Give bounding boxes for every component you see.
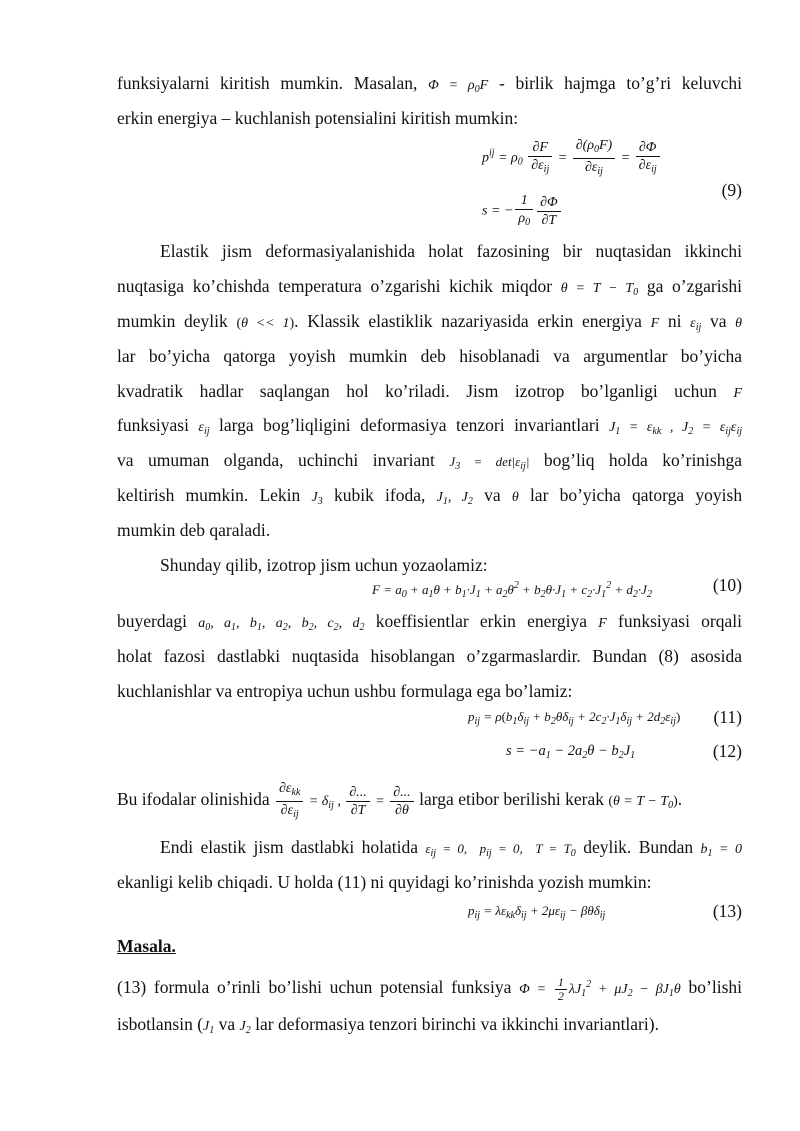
inline-math: $\varepsilon_{ij}$ bbox=[198, 420, 210, 437]
text-span: . Klassik elastiklik nazariyasida erkin energiya bbox=[294, 311, 642, 331]
inline-math: $(\theta = T - T_0)$ bbox=[608, 794, 678, 811]
text-span: funksiyalarni kiritish mumkin. Masalan, bbox=[117, 73, 418, 93]
text-span: ni bbox=[667, 311, 682, 331]
inline-math: $J_3$ bbox=[311, 490, 323, 507]
text-line: holat fazosi dastlabki nuqtasida hisoblangan o’zgarmaslardir. Bundan (8) asosida bbox=[117, 646, 742, 666]
inline-math: F bbox=[650, 316, 660, 331]
text-line: Elastik jism deformasiyalanishida holat fazosining bir nuqtasidan ikkinchi bbox=[160, 241, 742, 261]
inline-math: Φ = $\frac{1}{2}$ $\lambda J_1^2 + \mu J_2 - \beta J_1\theta$ bbox=[519, 975, 681, 1004]
text-span: va bbox=[218, 1014, 236, 1034]
equation-number: (11) bbox=[713, 707, 742, 727]
text-span: (13) formula o’rinli bo’lishi uchun potensial funksiya bbox=[117, 977, 512, 997]
inline-math: $a_0$, $a_1$, $b_1$, $a_2$, $b_2$, $c_2$, $d_2$ bbox=[198, 616, 365, 633]
text-span: buyerdagi bbox=[117, 611, 187, 631]
inline-math: (θ << 1) bbox=[236, 316, 295, 331]
text-line bbox=[117, 610, 742, 639]
equation-number: (10) bbox=[712, 575, 742, 595]
text-span: lar deformasiya tenzori birinchi va ikkinchi invariantlari). bbox=[255, 1014, 659, 1034]
equation-12: $s = -a_1 - 2a_2\theta - b_2J_1$ bbox=[506, 743, 636, 761]
text-span: kubik ifoda, bbox=[333, 485, 426, 505]
text-line bbox=[117, 275, 742, 304]
inline-math: $J_1 = \varepsilon_{kk}$ , $J_2 = \varepsilon_{ij}\varepsilon_{ij}$ bbox=[609, 420, 742, 437]
text-line: Bu ifodalar olinishida $\frac{\partial\varepsilon_{kk}}{\partial\varepsilon_{ij}}$ = $\delta_{ij}$ , $\frac{\partial...}{\partial T}$ = $\frac{\partial...}{\partial\theta}$ larga etibor berilishi kerak $(\theta = T - T_0)$. bbox=[117, 781, 683, 821]
text-span: larga bog’liqligini deformasiya tenzori invariantlari bbox=[218, 415, 600, 435]
inline-math: $J_1$, $J_2$ bbox=[436, 490, 473, 507]
text-span: isbotlansin ( bbox=[117, 1014, 204, 1034]
text-span: kvadratik hadlar saqlangan hol ko’riladi. Jism izotrop bo’lganligi uchun bbox=[117, 381, 717, 401]
text-span: funksiyasi bbox=[117, 415, 189, 435]
text-span: koeffisientlar erkin energiya bbox=[375, 611, 588, 631]
inline-math: F bbox=[598, 616, 607, 631]
text-line bbox=[117, 1013, 742, 1042]
inline-math: $J_2$ bbox=[239, 1019, 251, 1036]
section-heading: Masala. bbox=[117, 936, 176, 956]
inline-math: $J_1$ bbox=[203, 1019, 215, 1036]
text-line bbox=[117, 310, 742, 339]
text-line bbox=[117, 380, 742, 405]
equation-number: (9) bbox=[721, 180, 742, 200]
inline-math: $J_3 = \det|\varepsilon_{ij}|$ bbox=[449, 454, 530, 472]
text-line: lar bo’yicha qatorga yoyish mumkin deb hisoblanadi va argumentlar bo’yicha bbox=[117, 346, 742, 366]
inline-math: $\frac{\partial\varepsilon_{kk}}{\partial\varepsilon_{ij}}$ = $\delta_{ij}$ , $\frac{\partial...}{\partial T}$ = $\frac{\partial...}{\partial\theta}$ bbox=[274, 794, 419, 809]
text-span: Bu ifodalar olinishida bbox=[117, 789, 270, 809]
inline-math: $\Phi = \rho_0F$ bbox=[428, 78, 489, 95]
text-line bbox=[117, 972, 742, 1002]
text-span: va bbox=[484, 485, 501, 505]
text-span: larga etibor berilishi kerak bbox=[419, 789, 604, 809]
equation-9-line-2: s = − $\frac{1}{\rho_0}$ $\frac{\partial\Phi}{\partial T}$ bbox=[482, 192, 563, 231]
text-span: bo’lishi bbox=[688, 977, 743, 997]
text-span: nuqtasiga ko’chishda temperatura o’zgarishi kichik miqdor bbox=[117, 276, 553, 296]
equation-10: $F = a_0 + a_1\theta + b_1\cdot J_1 + a_2\theta^2 + b_2\theta\cdot J_1 + c_2\cdot J_1^2 + d_2\cdot J_2$ bbox=[372, 580, 652, 600]
text-line: erkin energiya – kuchlanish potensialini kiritish mumkin: bbox=[117, 108, 519, 128]
equation-13: $p_{ij} = \lambda\varepsilon_{kk}\delta_{ij} + 2\mu\varepsilon_{ij} - \beta\theta\delta_{ij}$ bbox=[468, 903, 606, 921]
text-line: ekanligi kelib chiqadi. U holda (11) ni quyidagi ko’rinishda yozish mumkin: bbox=[117, 872, 652, 892]
text-line bbox=[117, 72, 742, 101]
inline-math: $\theta = T - T_0$ bbox=[560, 281, 639, 298]
inline-math: F bbox=[733, 386, 742, 401]
text-line bbox=[117, 484, 742, 513]
text-span: mumkin deylik bbox=[117, 311, 228, 331]
inline-math: $b_1 = 0$ bbox=[700, 842, 743, 859]
text-span: ga o’zgarishi bbox=[646, 276, 743, 296]
text-span: funksiyasi orqali bbox=[618, 611, 742, 631]
text-line: mumkin deb qaraladi. bbox=[117, 520, 271, 540]
text-span: - birlik hajmga to’g’ri keluvchi bbox=[498, 73, 743, 93]
inline-math: $\varepsilon_{ij} = 0$, $p_{ij} = 0$, $T = T_0$ bbox=[425, 841, 576, 859]
text-line bbox=[117, 414, 742, 443]
text-line: kuchlanishlar va entropiya uchun ushbu formulaga ega bo’lamiz: bbox=[117, 681, 573, 701]
equation-number: (12) bbox=[712, 741, 742, 761]
equation-9-line-1: $p^{ij} = \rho_0$ $\frac{\partial F}{\partial\varepsilon_{ij}}$ = $\frac{\partial(\rho_0F)}{\partial\varepsilon_{ij}}$ = $\frac{\partial\Phi}{\partial\varepsilon_{ij}}$ bbox=[482, 137, 662, 180]
text-line bbox=[160, 836, 742, 865]
text-span: Endi elastik jism dastlabki holatida bbox=[160, 837, 418, 857]
inline-math: θ bbox=[735, 316, 743, 331]
text-span: keltirish mumkin. Lekin bbox=[117, 485, 301, 505]
inline-math: $\varepsilon_{ij}$ bbox=[690, 316, 702, 333]
equation-11: $p_{ij} = \rho(b_1\delta_{ij} + b_2\theta\delta_{ij} + 2c_2\cdot J_1\delta_{ij} + 2d_2\varepsilon_{ij})$ bbox=[468, 709, 681, 727]
text-line: Shunday qilib, izotrop jism uchun yozaolamiz: bbox=[160, 555, 488, 575]
equation-number: (13) bbox=[712, 901, 742, 921]
text-line bbox=[117, 449, 742, 478]
text-span: va umuman olganda, uchinchi invariant bbox=[117, 450, 435, 470]
inline-math: θ bbox=[511, 490, 519, 505]
text-span: deylik. Bundan bbox=[583, 837, 694, 857]
text-span: va bbox=[709, 311, 727, 331]
text-span: lar bo’yicha qatorga yoyish bbox=[529, 485, 743, 505]
text-span: bog’liq holda ko’rinishga bbox=[543, 450, 742, 470]
